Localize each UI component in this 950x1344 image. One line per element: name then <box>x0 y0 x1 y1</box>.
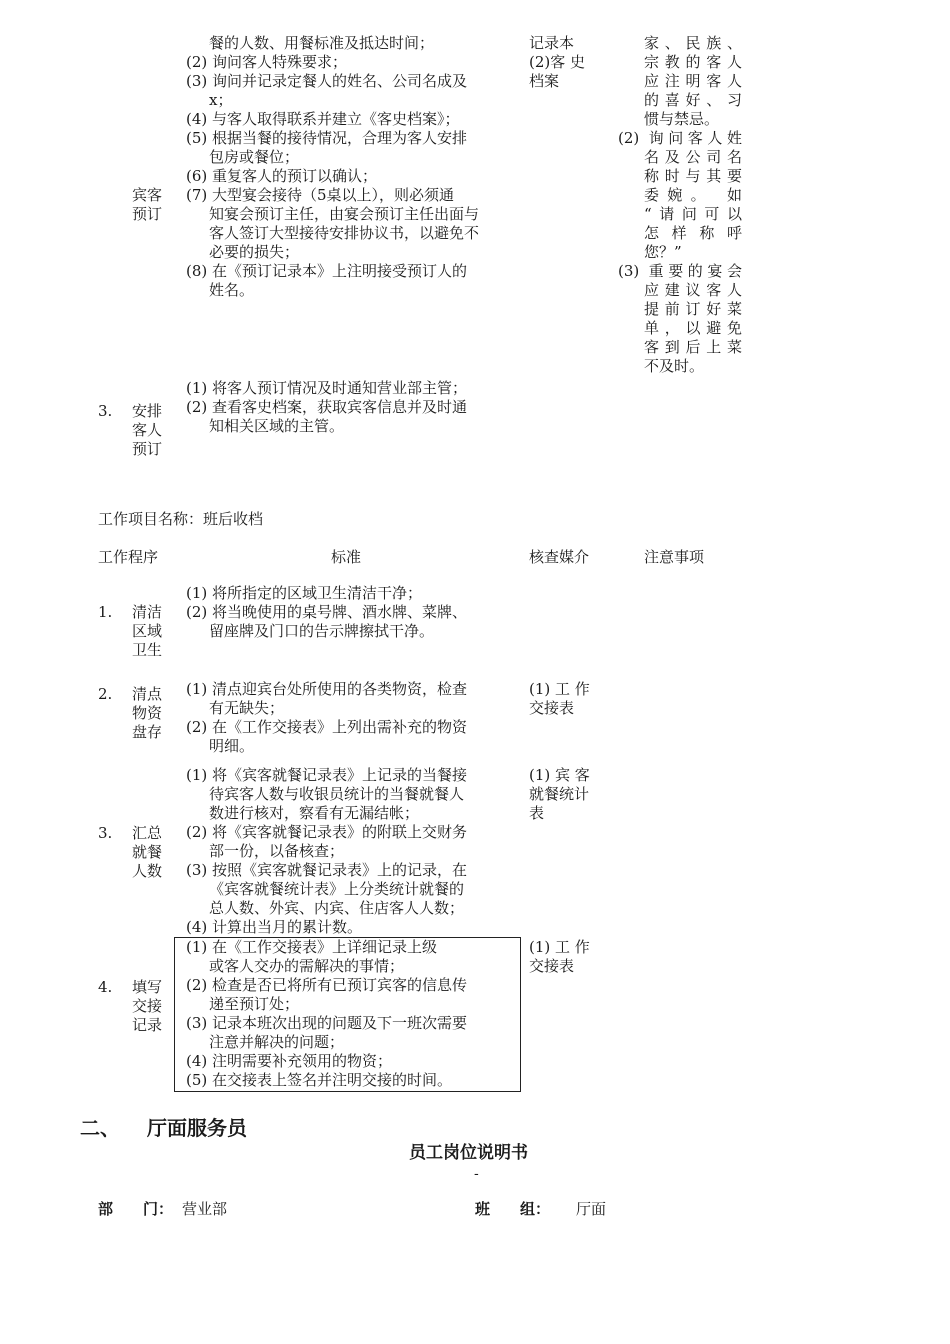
media-line: (1) 工 作 <box>529 680 590 698</box>
step-label-line: 预订 <box>132 440 163 458</box>
section-number: 二、 <box>80 1116 120 1140</box>
department-value: 营业部 <box>182 1200 228 1218</box>
step-label <box>132 978 162 1035</box>
step-standard <box>186 766 467 937</box>
top-media <box>529 34 585 91</box>
standard-line: (2) 将《宾客就餐记录表》的附联上交财务 <box>186 823 468 841</box>
step-label-line: 区域 <box>132 622 163 640</box>
step-num: 4. <box>98 978 113 996</box>
notes-line: 单，以避免 <box>644 319 742 337</box>
notes-line: 名及公司名 <box>644 148 742 166</box>
notes-line: (3) 重要的宴会 <box>618 262 742 280</box>
notes-line: 不及时。 <box>644 357 705 375</box>
standard-line: 包房或餐位； <box>209 148 300 166</box>
standard-line: 部一份，以备核查； <box>209 842 345 860</box>
notes-line: 客到后上菜 <box>644 338 742 356</box>
team-label: 班 组： <box>475 1200 551 1218</box>
media-line: (2)客 史 <box>529 53 586 71</box>
standard-line: (5) 在交接表上签名并注明交接的时间。 <box>186 1071 453 1089</box>
standard-line: 递至预订处； <box>209 995 300 1013</box>
top-standard <box>186 34 514 300</box>
media-line: 档案 <box>529 72 560 90</box>
step-num: 2. <box>98 685 113 703</box>
step-label-line: 交接 <box>132 997 163 1015</box>
step-label <box>132 685 162 742</box>
standard-line: 留座牌及门口的告示牌擦拭干净。 <box>209 622 435 640</box>
standard-line: (4) 与客人取得联系并建立《客史档案》； <box>186 110 460 128</box>
notes-line: 的喜好、习 <box>644 91 742 109</box>
standard-line: (5) 根据当餐的接待情况，合理为客人安排 <box>186 129 468 147</box>
step-label-line: 记录 <box>132 1016 163 1034</box>
standard-line: (2) 询问客人特殊要求； <box>186 53 348 71</box>
step-label-line: 预订 <box>132 205 163 223</box>
standard-line: 知相关区域的主管。 <box>209 417 345 435</box>
header-standard: 标准 <box>331 548 362 566</box>
standard-line: 明细。 <box>209 737 255 755</box>
standard-line: (1) 将《宾客就餐记录表》上记录的当餐接 <box>186 766 468 784</box>
step-standard <box>186 584 467 641</box>
standard-line: (7) 大型宴会接待（5桌以上），则必须通 <box>186 186 455 204</box>
media-line: 就餐统计 <box>529 785 590 803</box>
step-media <box>529 766 590 823</box>
notes-line: 应建议客人 <box>644 281 742 299</box>
team-value: 厅面 <box>576 1200 607 1218</box>
section-title: 厅面服务员 <box>147 1116 247 1140</box>
dash: - <box>474 1166 479 1182</box>
department-label: 部 门： <box>98 1200 174 1218</box>
step-standard <box>186 680 467 756</box>
step-label-guest-booking <box>132 186 162 224</box>
standard-line: (2) 检查是否已将所有已预订宾客的信息传 <box>186 976 468 994</box>
step-label <box>132 824 162 881</box>
doc-title: 员工岗位说明书 <box>409 1143 528 1163</box>
notes-line: (2) 询问客人姓 <box>618 129 742 147</box>
standard-line: (1) 清点迎宾台处所使用的各类物资，检查 <box>186 680 468 698</box>
step3-standard <box>186 379 467 436</box>
step-label-line: 人数 <box>132 862 163 880</box>
standard-line: (2) 将当晚使用的桌号牌、酒水牌、菜牌、 <box>186 603 468 621</box>
step-label-line: 宾客 <box>132 186 163 204</box>
work-item-title: 工作项目名称：班后收档 <box>98 510 264 528</box>
step-num: 1. <box>98 603 113 621</box>
media-line: 交接表 <box>529 957 575 975</box>
standard-line: 待宾客人数与收银员统计的当餐就餐人 <box>209 785 465 803</box>
standard-line: x； <box>209 91 233 109</box>
step-num: 3. <box>98 402 113 420</box>
step-label-line: 清洁 <box>132 603 163 621</box>
notes-line: 您？” <box>644 243 682 261</box>
step-num: 3. <box>98 824 113 842</box>
step-label <box>132 603 162 660</box>
step-media <box>529 680 590 718</box>
step-label-line: 安排 <box>132 402 163 420</box>
media-line: (1) 工 作 <box>529 938 590 956</box>
standard-line: 有无缺失； <box>209 699 285 717</box>
standard-line: (6) 重复客人的预订以确认； <box>186 167 378 185</box>
standard-line: 餐的人数、用餐标准及抵达时间； <box>209 34 435 52</box>
standard-line: 《宾客就餐统计表》上分类统计就餐的 <box>209 880 465 898</box>
media-line: 记录本 <box>529 34 575 52</box>
standard-line: 数进行核对，察看有无漏结帐； <box>209 804 420 822</box>
standard-line: (3) 记录本班次出现的问题及下一班次需要 <box>186 1014 468 1032</box>
media-line: (1) 宾 客 <box>529 766 590 784</box>
standard-line: (2) 在《工作交接表》上列出需补充的物资 <box>186 718 468 736</box>
standard-line: (2) 查看客史档案，获取宾客信息并及时通 <box>186 398 468 416</box>
step-media <box>529 938 590 976</box>
standard-line: 必要的损失； <box>209 243 300 261</box>
step-label-line: 就餐 <box>132 843 163 861</box>
notes-line: 称时与其要 <box>644 167 742 185</box>
standard-line: 知宴会预订主任，由宴会预订主任出面与 <box>209 205 480 223</box>
step-standard <box>186 938 467 1090</box>
header-media: 核查媒介 <box>529 548 590 566</box>
step-label-line: 卫生 <box>132 641 163 659</box>
step-label-line: 客人 <box>132 421 163 439</box>
media-line: 表 <box>529 804 545 822</box>
media-line: 交接表 <box>529 699 575 717</box>
header-notes: 注意事项 <box>644 548 705 566</box>
step-label-line: 填写 <box>132 978 163 996</box>
standard-line: (3) 按照《宾客就餐记录表》上的记录，在 <box>186 861 468 879</box>
notes-line: 家、民族、 <box>644 34 742 52</box>
standard-line: 客人签订大型接待安排协议书，以避免不 <box>209 224 480 242</box>
header-procedure: 工作程序 <box>98 548 159 566</box>
notes-line: “请问可以 <box>644 205 742 223</box>
standard-line: (4) 计算出当月的累计数。 <box>186 918 363 936</box>
standard-line: (3) 询问并记录定餐人的姓名、公司名成及 <box>186 72 468 90</box>
step-label-line: 汇总 <box>132 824 163 842</box>
notes-line: 应注明客人 <box>644 72 742 90</box>
notes-line: 提前订好菜 <box>644 300 742 318</box>
standard-line: (8) 在《预订记录本》上注明接受预订人的 <box>186 262 468 280</box>
notes-line: 惯与禁忌。 <box>644 110 720 128</box>
step-label-line: 盘存 <box>132 723 163 741</box>
standard-line: 注意并解决的问题； <box>209 1033 345 1051</box>
standard-line: (1) 在《工作交接表》上详细记录上级 <box>186 938 438 956</box>
standard-line: (1) 将所指定的区域卫生清洁干净； <box>186 584 423 602</box>
step-label-arrange-booking <box>132 402 162 459</box>
standard-line: 总人数、外宾、内宾、住店客人人数； <box>209 899 465 917</box>
notes-line: 宗教的客人 <box>644 53 742 71</box>
top-notes <box>618 34 742 376</box>
step-label-line: 清点 <box>132 685 163 703</box>
standard-line: 或客人交办的需解决的事情； <box>209 957 405 975</box>
step-label-line: 物资 <box>132 704 163 722</box>
standard-line: (1) 将客人预订情况及时通知营业部主管； <box>186 379 468 397</box>
standard-line: (4) 注明需要补充领用的物资； <box>186 1052 393 1070</box>
notes-line: 怎 样 称 呼 <box>644 224 742 242</box>
standard-line: 姓名。 <box>209 281 255 299</box>
notes-line: 委婉。 如 <box>644 186 742 204</box>
